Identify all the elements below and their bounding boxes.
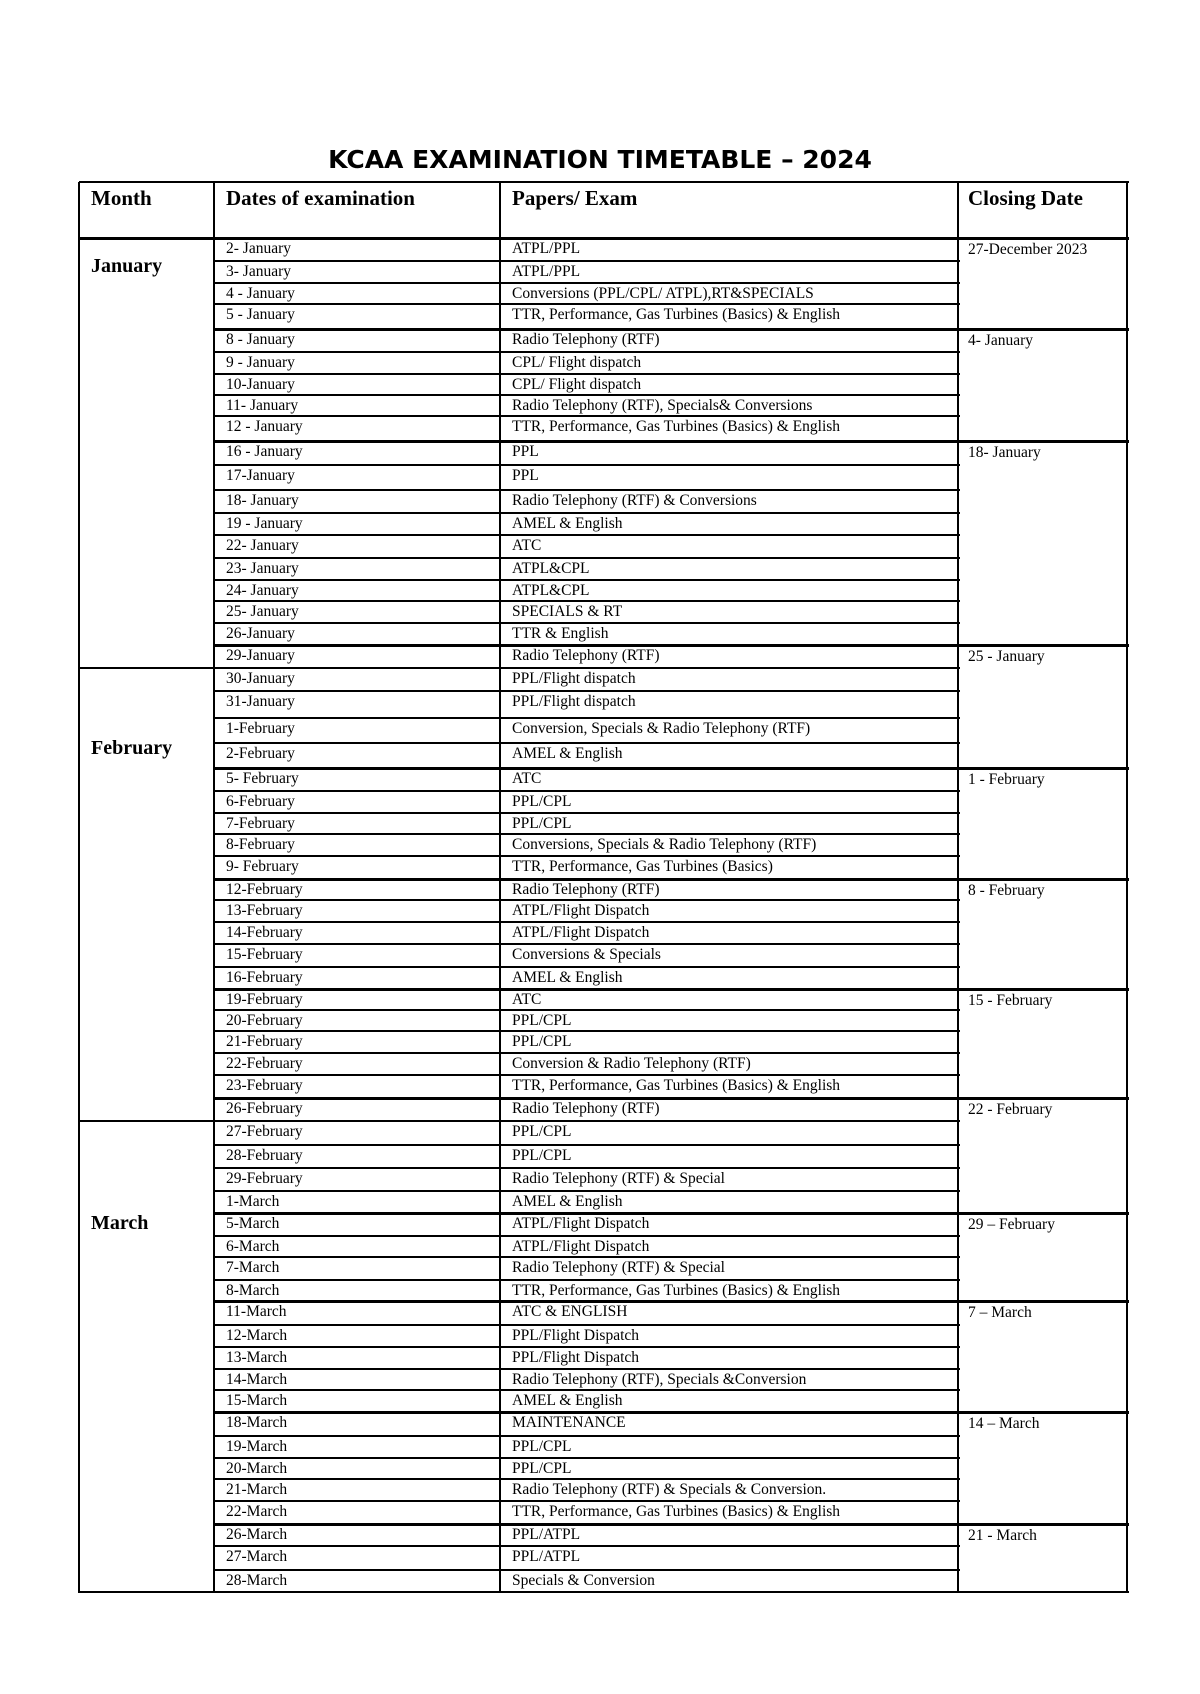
- exam-paper-cell: PPL/ATPL: [512, 1548, 581, 1565]
- exam-paper-cell: Conversions (PPL/CPL/ ATPL),RT&SPECIALS: [512, 285, 814, 302]
- closing-date-cell: 15 - February: [968, 992, 1053, 1009]
- row-separator: [214, 1052, 960, 1054]
- row-separator: [214, 690, 960, 692]
- closing-date-cell: 21 - March: [968, 1527, 1037, 1544]
- row-separator: [214, 790, 960, 792]
- exam-date-cell: 25- January: [226, 603, 299, 620]
- exam-paper-cell: CPL/ Flight dispatch: [512, 354, 642, 371]
- exam-paper-cell: Radio Telephony (RTF) & Specials & Conversion.: [512, 1481, 827, 1498]
- exam-paper-cell: ATPL/Flight Dispatch: [512, 924, 650, 941]
- row-separator: [214, 833, 960, 835]
- closing-date-cell: 29 – February: [968, 1216, 1055, 1233]
- exam-date-cell: 12-March: [226, 1327, 288, 1344]
- closing-group-separator: [958, 644, 1129, 647]
- row-separator: [214, 600, 960, 602]
- exam-date-cell: 15-February: [226, 946, 303, 963]
- exam-date-cell: 8-March: [226, 1282, 280, 1299]
- exam-paper-cell: TTR & English: [512, 625, 609, 642]
- closing-group-separator: [958, 878, 1129, 881]
- page-title: KCAA EXAMINATION TIMETABLE – 2024: [328, 145, 872, 174]
- exam-date-cell: 29-January: [226, 647, 295, 664]
- exam-date-cell: 19 - January: [226, 515, 303, 532]
- exam-paper-cell: ATC: [512, 770, 542, 787]
- exam-paper-cell: PPL/ATPL: [512, 1526, 581, 1543]
- exam-paper-cell: Radio Telephony (RTF), Specials &Conversion: [512, 1371, 807, 1388]
- exam-paper-cell: PPL/Flight dispatch: [512, 670, 636, 687]
- exam-paper-cell: TTR, Performance, Gas Turbines (Basics) & English: [512, 1503, 841, 1520]
- exam-paper-cell: ATPL/PPL: [512, 240, 581, 257]
- row-separator: [214, 622, 960, 624]
- header-dates: Dates of examination: [226, 186, 415, 210]
- row-separator: [214, 812, 960, 814]
- exam-paper-cell: Conversions, Specials & Radio Telephony (RTF): [512, 836, 817, 853]
- exam-paper-cell: PPL/CPL: [512, 1123, 572, 1140]
- closing-date-cell: 22 - February: [968, 1101, 1053, 1118]
- exam-paper-cell: SPECIALS & RT: [512, 603, 623, 620]
- exam-paper-cell: AMEL & English: [512, 515, 623, 532]
- exam-date-cell: 1-March: [226, 1193, 280, 1210]
- exam-paper-cell: TTR, Performance, Gas Turbines (Basics) & English: [512, 306, 841, 323]
- exam-paper-cell: ATPL/Flight Dispatch: [512, 1238, 650, 1255]
- table-right-border: [1126, 182, 1128, 1593]
- row-separator: [214, 921, 960, 923]
- row-separator: [214, 1569, 960, 1571]
- exam-paper-cell: ATC: [512, 991, 542, 1008]
- exam-date-cell: 23-February: [226, 1077, 303, 1094]
- exam-date-cell: 24- January: [226, 582, 299, 599]
- exam-date-cell: 18- January: [226, 492, 299, 509]
- row-separator: [214, 464, 960, 466]
- exam-paper-cell: ATPL/PPL: [512, 263, 581, 280]
- exam-date-cell: 6-February: [226, 793, 295, 810]
- exam-date-cell: 31-January: [226, 693, 295, 710]
- exam-date-cell: 29-February: [226, 1170, 303, 1187]
- exam-paper-cell: PPL/CPL: [512, 1438, 572, 1455]
- exam-date-cell: 18-March: [226, 1414, 288, 1431]
- closing-date-cell: 27-December 2023: [968, 241, 1088, 258]
- exam-date-cell: 21-February: [226, 1033, 303, 1050]
- exam-paper-cell: PPL/CPL: [512, 1012, 572, 1029]
- row-separator: [214, 1190, 960, 1192]
- row-separator: [214, 1009, 960, 1011]
- closing-group-separator: [958, 440, 1129, 443]
- exam-date-cell: 26-March: [226, 1526, 288, 1543]
- exam-date-cell: 8 - January: [226, 331, 295, 348]
- exam-paper-cell: Radio Telephony (RTF): [512, 331, 660, 348]
- exam-date-cell: 20-February: [226, 1012, 303, 1029]
- row-separator: [214, 579, 960, 581]
- exam-date-cell: 9 - January: [226, 354, 295, 371]
- row-separator: [214, 742, 960, 744]
- exam-paper-cell: Specials & Conversion: [512, 1572, 655, 1589]
- exam-date-cell: 20-March: [226, 1460, 288, 1477]
- exam-date-cell: 7-February: [226, 815, 295, 832]
- exam-date-cell: 12-February: [226, 881, 303, 898]
- exam-date-cell: 5- February: [226, 770, 299, 787]
- exam-date-cell: 22-March: [226, 1503, 288, 1520]
- exam-date-cell: 28-March: [226, 1572, 288, 1589]
- header-closing: Closing Date: [968, 186, 1083, 210]
- exam-date-cell: 9- February: [226, 858, 299, 875]
- exam-paper-cell: AMEL & English: [512, 1193, 623, 1210]
- row-separator: [214, 534, 960, 536]
- exam-paper-cell: Radio Telephony (RTF) & Special: [512, 1170, 725, 1187]
- exam-paper-cell: Conversion & Radio Telephony (RTF): [512, 1055, 751, 1072]
- exam-paper-cell: PPL/Flight Dispatch: [512, 1349, 640, 1366]
- closing-group-separator: [958, 988, 1129, 991]
- exam-date-cell: 30-January: [226, 670, 295, 687]
- exam-date-cell: 3- January: [226, 263, 291, 280]
- exam-paper-cell: PPL: [512, 467, 539, 484]
- closing-date-cell: 14 – March: [968, 1415, 1040, 1432]
- exam-date-cell: 5 - January: [226, 306, 295, 323]
- row-separator: [214, 1500, 960, 1502]
- header-month: Month: [91, 186, 152, 210]
- exam-paper-cell: PPL/CPL: [512, 1460, 572, 1477]
- exam-paper-cell: Radio Telephony (RTF): [512, 647, 660, 664]
- exam-paper-cell: Radio Telephony (RTF): [512, 881, 660, 898]
- month-separator: [79, 667, 216, 669]
- row-separator: [214, 1324, 960, 1326]
- row-separator: [214, 1279, 960, 1281]
- exam-paper-cell: PPL/Flight dispatch: [512, 693, 636, 710]
- exam-paper-cell: TTR, Performance, Gas Turbines (Basics) & English: [512, 418, 841, 435]
- exam-date-cell: 16 - January: [226, 443, 303, 460]
- month-label: January: [91, 255, 163, 277]
- row-separator: [214, 1457, 960, 1459]
- row-separator: [214, 1030, 960, 1032]
- row-separator: [214, 1368, 960, 1370]
- closing-group-separator: [958, 1097, 1129, 1100]
- row-separator: [214, 1256, 960, 1258]
- month-label: March: [91, 1212, 149, 1234]
- row-separator: [214, 282, 960, 284]
- closing-date-cell: 1 - February: [968, 771, 1045, 788]
- row-separator: [214, 557, 960, 559]
- exam-date-cell: 26-January: [226, 625, 295, 642]
- exam-date-cell: 28-February: [226, 1147, 303, 1164]
- row-separator: [214, 966, 960, 968]
- closing-group-separator: [958, 767, 1129, 770]
- exam-date-cell: 23- January: [226, 560, 299, 577]
- exam-date-cell: 16-February: [226, 969, 303, 986]
- exam-date-cell: 5-March: [226, 1215, 280, 1232]
- exam-paper-cell: Radio Telephony (RTF), Specials& Conversions: [512, 397, 813, 414]
- row-separator: [214, 1435, 960, 1437]
- exam-date-cell: 13-February: [226, 902, 303, 919]
- closing-date-cell: 7 – March: [968, 1304, 1032, 1321]
- row-separator: [214, 1545, 960, 1547]
- row-separator: [214, 899, 960, 901]
- exam-date-cell: 26-February: [226, 1100, 303, 1117]
- row-separator: [214, 1389, 960, 1391]
- row-separator: [214, 351, 960, 353]
- exam-date-cell: 7-March: [226, 1259, 280, 1276]
- exam-paper-cell: CPL/ Flight dispatch: [512, 376, 642, 393]
- exam-date-cell: 13-March: [226, 1349, 288, 1366]
- exam-paper-cell: PPL/CPL: [512, 793, 572, 810]
- row-separator: [214, 394, 960, 396]
- exam-paper-cell: ATC: [512, 537, 542, 554]
- row-separator: [214, 667, 960, 669]
- exam-paper-cell: ATPL&CPL: [512, 560, 590, 577]
- exam-date-cell: 2-February: [226, 745, 295, 762]
- row-separator: [214, 943, 960, 945]
- table-top-border: [79, 181, 1129, 183]
- exam-date-cell: 6-March: [226, 1238, 280, 1255]
- row-separator: [214, 1235, 960, 1237]
- table-bottom-border: [79, 1591, 1129, 1593]
- closing-group-separator: [958, 1212, 1129, 1215]
- row-separator: [214, 1074, 960, 1076]
- exam-paper-cell: AMEL & English: [512, 745, 623, 762]
- exam-paper-cell: ATPL/Flight Dispatch: [512, 1215, 650, 1232]
- exam-paper-cell: TTR, Performance, Gas Turbines (Basics) & English: [512, 1282, 841, 1299]
- row-separator: [214, 303, 960, 305]
- row-separator: [214, 489, 960, 491]
- exam-paper-cell: PPL/CPL: [512, 1033, 572, 1050]
- exam-paper-cell: MAINTENANCE: [512, 1414, 626, 1431]
- row-separator: [214, 1144, 960, 1146]
- closing-date-cell: 18- January: [968, 444, 1041, 461]
- exam-paper-cell: Radio Telephony (RTF): [512, 1100, 660, 1117]
- exam-date-cell: 19-February: [226, 991, 303, 1008]
- exam-paper-cell: Conversion, Specials & Radio Telephony (RTF): [512, 720, 811, 737]
- exam-paper-cell: ATPL&CPL: [512, 582, 590, 599]
- row-separator: [214, 1478, 960, 1480]
- row-separator: [214, 415, 960, 417]
- exam-date-cell: 14-March: [226, 1371, 288, 1388]
- exam-paper-cell: ATPL/Flight Dispatch: [512, 902, 650, 919]
- exam-paper-cell: PPL/CPL: [512, 1147, 572, 1164]
- exam-paper-cell: PPL/Flight Dispatch: [512, 1327, 640, 1344]
- exam-date-cell: 14-February: [226, 924, 303, 941]
- exam-date-cell: 19-March: [226, 1438, 288, 1455]
- exam-paper-cell: Conversions & Specials: [512, 946, 661, 963]
- exam-paper-cell: ATC & ENGLISH: [512, 1303, 628, 1320]
- exam-date-cell: 1-February: [226, 720, 295, 737]
- exam-date-cell: 11-March: [226, 1303, 287, 1320]
- exam-paper-cell: PPL: [512, 443, 539, 460]
- closing-group-separator: [958, 1523, 1129, 1526]
- exam-date-cell: 17-January: [226, 467, 295, 484]
- exam-date-cell: 27-February: [226, 1123, 303, 1140]
- closing-date-cell: 4- January: [968, 332, 1033, 349]
- exam-date-cell: 8-February: [226, 836, 295, 853]
- row-separator: [214, 1167, 960, 1169]
- exam-date-cell: 2- January: [226, 240, 291, 257]
- exam-date-cell: 10-January: [226, 376, 295, 393]
- table-left-border: [78, 182, 80, 1593]
- exam-date-cell: 22-February: [226, 1055, 303, 1072]
- closing-date-cell: 8 - February: [968, 882, 1045, 899]
- closing-date-cell: 25 - January: [968, 648, 1045, 665]
- exam-paper-cell: AMEL & English: [512, 969, 623, 986]
- month-separator: [79, 1120, 216, 1122]
- row-separator: [214, 1120, 960, 1122]
- exam-date-cell: 12 - January: [226, 418, 303, 435]
- closing-group-separator: [958, 1411, 1129, 1414]
- row-separator: [214, 855, 960, 857]
- exam-date-cell: 27-March: [226, 1548, 288, 1565]
- exam-date-cell: 4 - January: [226, 285, 295, 302]
- exam-paper-cell: TTR, Performance, Gas Turbines (Basics) & English: [512, 1077, 841, 1094]
- exam-paper-cell: AMEL & English: [512, 1392, 623, 1409]
- exam-paper-cell: Radio Telephony (RTF) & Conversions: [512, 492, 757, 509]
- row-separator: [214, 717, 960, 719]
- closing-group-separator: [958, 328, 1129, 331]
- exam-paper-cell: PPL/CPL: [512, 815, 572, 832]
- month-label: February: [91, 737, 173, 759]
- exam-paper-cell: Radio Telephony (RTF) & Special: [512, 1259, 725, 1276]
- row-separator: [214, 512, 960, 514]
- exam-paper-cell: TTR, Performance, Gas Turbines (Basics): [512, 858, 773, 875]
- header-papers: Papers/ Exam: [512, 186, 638, 210]
- exam-date-cell: 21-March: [226, 1481, 288, 1498]
- row-separator: [214, 1346, 960, 1348]
- exam-date-cell: 15-March: [226, 1392, 288, 1409]
- row-separator: [214, 373, 960, 375]
- exam-date-cell: 11- January: [226, 397, 299, 414]
- row-separator: [214, 260, 960, 262]
- exam-date-cell: 22- January: [226, 537, 299, 554]
- closing-group-separator: [958, 1300, 1129, 1303]
